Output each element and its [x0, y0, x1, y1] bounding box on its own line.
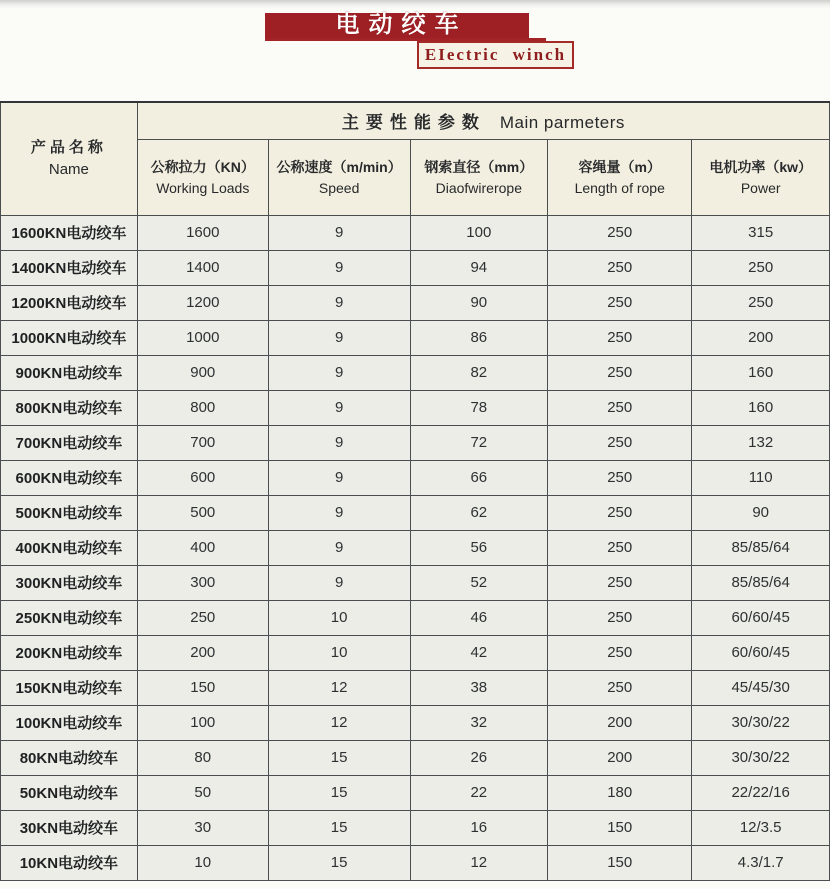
value-cell: 56	[410, 530, 548, 565]
product-name: 10KN电动绞车	[1, 845, 138, 880]
product-name: 50KN电动绞车	[1, 775, 138, 810]
value-cell: 85/85/64	[692, 530, 830, 565]
column-header-3-en: Length of rope	[574, 180, 665, 196]
scan-edge-shadow	[0, 0, 830, 9]
header-row-span	[1, 102, 830, 139]
value-cell: 30/30/22	[692, 740, 830, 775]
product-name: 300KN电动绞车	[1, 565, 138, 600]
product-name: 600KN电动绞车	[1, 460, 138, 495]
value-cell: 250	[548, 600, 692, 635]
product-name: 1400KN电动绞车	[1, 250, 138, 285]
value-cell: 82	[410, 355, 548, 390]
value-cell: 9	[268, 390, 410, 425]
value-cell: 150	[137, 670, 268, 705]
main-parameters-header-cn: 主要性能参数	[341, 113, 486, 133]
value-cell: 400	[137, 530, 268, 565]
value-cell: 250	[548, 670, 692, 705]
value-cell: 9	[268, 285, 410, 320]
value-cell: 250	[548, 635, 692, 670]
table-row	[1, 740, 830, 775]
value-cell: 150	[548, 845, 692, 880]
value-cell: 300	[137, 565, 268, 600]
value-cell: 900	[137, 355, 268, 390]
value-cell: 42	[410, 635, 548, 670]
product-name: 250KN电动绞车	[1, 600, 138, 635]
value-cell: 9	[268, 355, 410, 390]
value-cell: 200	[548, 705, 692, 740]
value-cell: 4.3/1.7	[692, 845, 830, 880]
value-cell: 250	[548, 530, 692, 565]
table-row	[1, 635, 830, 670]
column-header-4	[692, 139, 830, 215]
value-cell: 250	[548, 250, 692, 285]
column-header-1-en: Speed	[318, 180, 360, 196]
value-cell: 110	[692, 460, 830, 495]
value-cell: 160	[692, 390, 830, 425]
product-name: 80KN电动绞车	[1, 740, 138, 775]
column-header-0	[137, 139, 268, 215]
subtitle-box	[417, 41, 574, 69]
product-name: 1200KN电动绞车	[1, 285, 138, 320]
value-cell: 180	[548, 775, 692, 810]
column-header-name-cn: 产品名称	[30, 139, 107, 157]
value-cell: 60/60/45	[692, 600, 830, 635]
value-cell: 9	[268, 425, 410, 460]
value-cell: 94	[410, 250, 548, 285]
value-cell: 22/22/16	[692, 775, 830, 810]
value-cell: 22	[410, 775, 548, 810]
table-row	[1, 775, 830, 810]
value-cell: 12	[410, 845, 548, 880]
product-name: 150KN电动绞车	[1, 670, 138, 705]
value-cell: 80	[137, 740, 268, 775]
value-cell: 9	[268, 495, 410, 530]
value-cell: 85/85/64	[692, 565, 830, 600]
value-cell: 1200	[137, 285, 268, 320]
value-cell: 30/30/22	[692, 705, 830, 740]
value-cell: 132	[692, 425, 830, 460]
product-name: 1600KN电动绞车	[1, 215, 138, 250]
value-cell: 700	[137, 425, 268, 460]
value-cell: 1600	[137, 215, 268, 250]
value-cell: 9	[268, 565, 410, 600]
value-cell: 66	[410, 460, 548, 495]
value-cell: 600	[137, 460, 268, 495]
table-row	[1, 845, 830, 880]
value-cell: 9	[268, 215, 410, 250]
product-name: 1000KN电动绞车	[1, 320, 138, 355]
value-cell: 10	[268, 635, 410, 670]
value-cell: 10	[268, 600, 410, 635]
value-cell: 78	[410, 390, 548, 425]
title-banner	[265, 10, 529, 40]
value-cell: 16	[410, 810, 548, 845]
value-cell: 12	[268, 670, 410, 705]
column-header-2-cn: 钢索直径（mm）	[424, 159, 534, 175]
table-row	[1, 250, 830, 285]
product-name: 800KN电动绞车	[1, 390, 138, 425]
value-cell: 90	[692, 495, 830, 530]
column-header-4-cn: 电机功率（kw）	[709, 159, 813, 175]
value-cell: 250	[548, 425, 692, 460]
column-header-2-en: Diaofwirerope	[435, 180, 522, 196]
column-header-name	[1, 102, 138, 215]
value-cell: 250	[692, 285, 830, 320]
value-cell: 15	[268, 740, 410, 775]
spec-table-body	[1, 215, 830, 880]
value-cell: 52	[410, 565, 548, 600]
value-cell: 100	[410, 215, 548, 250]
product-name: 400KN电动绞车	[1, 530, 138, 565]
table-row	[1, 600, 830, 635]
table-row	[1, 215, 830, 250]
product-name: 100KN电动绞车	[1, 705, 138, 740]
column-header-1-cn: 公称速度（m/min）	[276, 159, 402, 175]
column-header-3	[548, 139, 692, 215]
value-cell: 315	[692, 215, 830, 250]
product-name: 700KN电动绞车	[1, 425, 138, 460]
value-cell: 250	[548, 355, 692, 390]
table-row	[1, 390, 830, 425]
spec-table	[0, 101, 830, 881]
table-row	[1, 285, 830, 320]
value-cell: 9	[268, 530, 410, 565]
value-cell: 250	[548, 460, 692, 495]
value-cell: 160	[692, 355, 830, 390]
value-cell: 9	[268, 460, 410, 495]
table-row	[1, 670, 830, 705]
value-cell: 10	[137, 845, 268, 880]
value-cell: 15	[268, 845, 410, 880]
product-name: 900KN电动绞车	[1, 355, 138, 390]
value-cell: 38	[410, 670, 548, 705]
table-row	[1, 355, 830, 390]
value-cell: 250	[548, 390, 692, 425]
value-cell: 200	[137, 635, 268, 670]
value-cell: 26	[410, 740, 548, 775]
value-cell: 72	[410, 425, 548, 460]
value-cell: 9	[268, 250, 410, 285]
value-cell: 250	[548, 565, 692, 600]
value-cell: 15	[268, 775, 410, 810]
column-header-0-en: Working Loads	[156, 180, 250, 196]
value-cell: 1000	[137, 320, 268, 355]
value-cell: 9	[268, 320, 410, 355]
table-row	[1, 530, 830, 565]
value-cell: 30	[137, 810, 268, 845]
value-cell: 86	[410, 320, 548, 355]
table-row	[1, 320, 830, 355]
column-header-2	[410, 139, 548, 215]
table-row	[1, 565, 830, 600]
value-cell: 12/3.5	[692, 810, 830, 845]
value-cell: 250	[548, 495, 692, 530]
value-cell: 45/45/30	[692, 670, 830, 705]
value-cell: 12	[268, 705, 410, 740]
page-title: 电动绞车	[335, 10, 468, 38]
value-cell: 150	[548, 810, 692, 845]
main-parameters-header	[137, 102, 829, 139]
page-subtitle: EIectric winch	[424, 45, 567, 64]
table-row	[1, 705, 830, 740]
value-cell: 50	[137, 775, 268, 810]
table-row	[1, 425, 830, 460]
product-name: 30KN电动绞车	[1, 810, 138, 845]
value-cell: 90	[410, 285, 548, 320]
value-cell: 100	[137, 705, 268, 740]
main-parameters-header-en: Main parmeters	[499, 113, 625, 133]
value-cell: 200	[548, 740, 692, 775]
value-cell: 62	[410, 495, 548, 530]
value-cell: 32	[410, 705, 548, 740]
value-cell: 250	[137, 600, 268, 635]
value-cell: 250	[548, 285, 692, 320]
column-header-0-cn: 公称拉力（KN）	[150, 159, 255, 175]
table-row	[1, 495, 830, 530]
table-row	[1, 810, 830, 845]
value-cell: 800	[137, 390, 268, 425]
product-name: 200KN电动绞车	[1, 635, 138, 670]
value-cell: 15	[268, 810, 410, 845]
value-cell: 60/60/45	[692, 635, 830, 670]
column-header-name-en: Name	[48, 161, 89, 179]
value-cell: 1400	[137, 250, 268, 285]
value-cell: 500	[137, 495, 268, 530]
value-cell: 250	[548, 320, 692, 355]
product-name: 500KN电动绞车	[1, 495, 138, 530]
value-cell: 250	[548, 215, 692, 250]
value-cell: 250	[692, 250, 830, 285]
column-header-4-en: Power	[740, 180, 781, 196]
column-header-1	[268, 139, 410, 215]
table-row	[1, 460, 830, 495]
column-header-3-cn: 容绳量（m）	[578, 159, 661, 175]
value-cell: 200	[692, 320, 830, 355]
value-cell: 46	[410, 600, 548, 635]
